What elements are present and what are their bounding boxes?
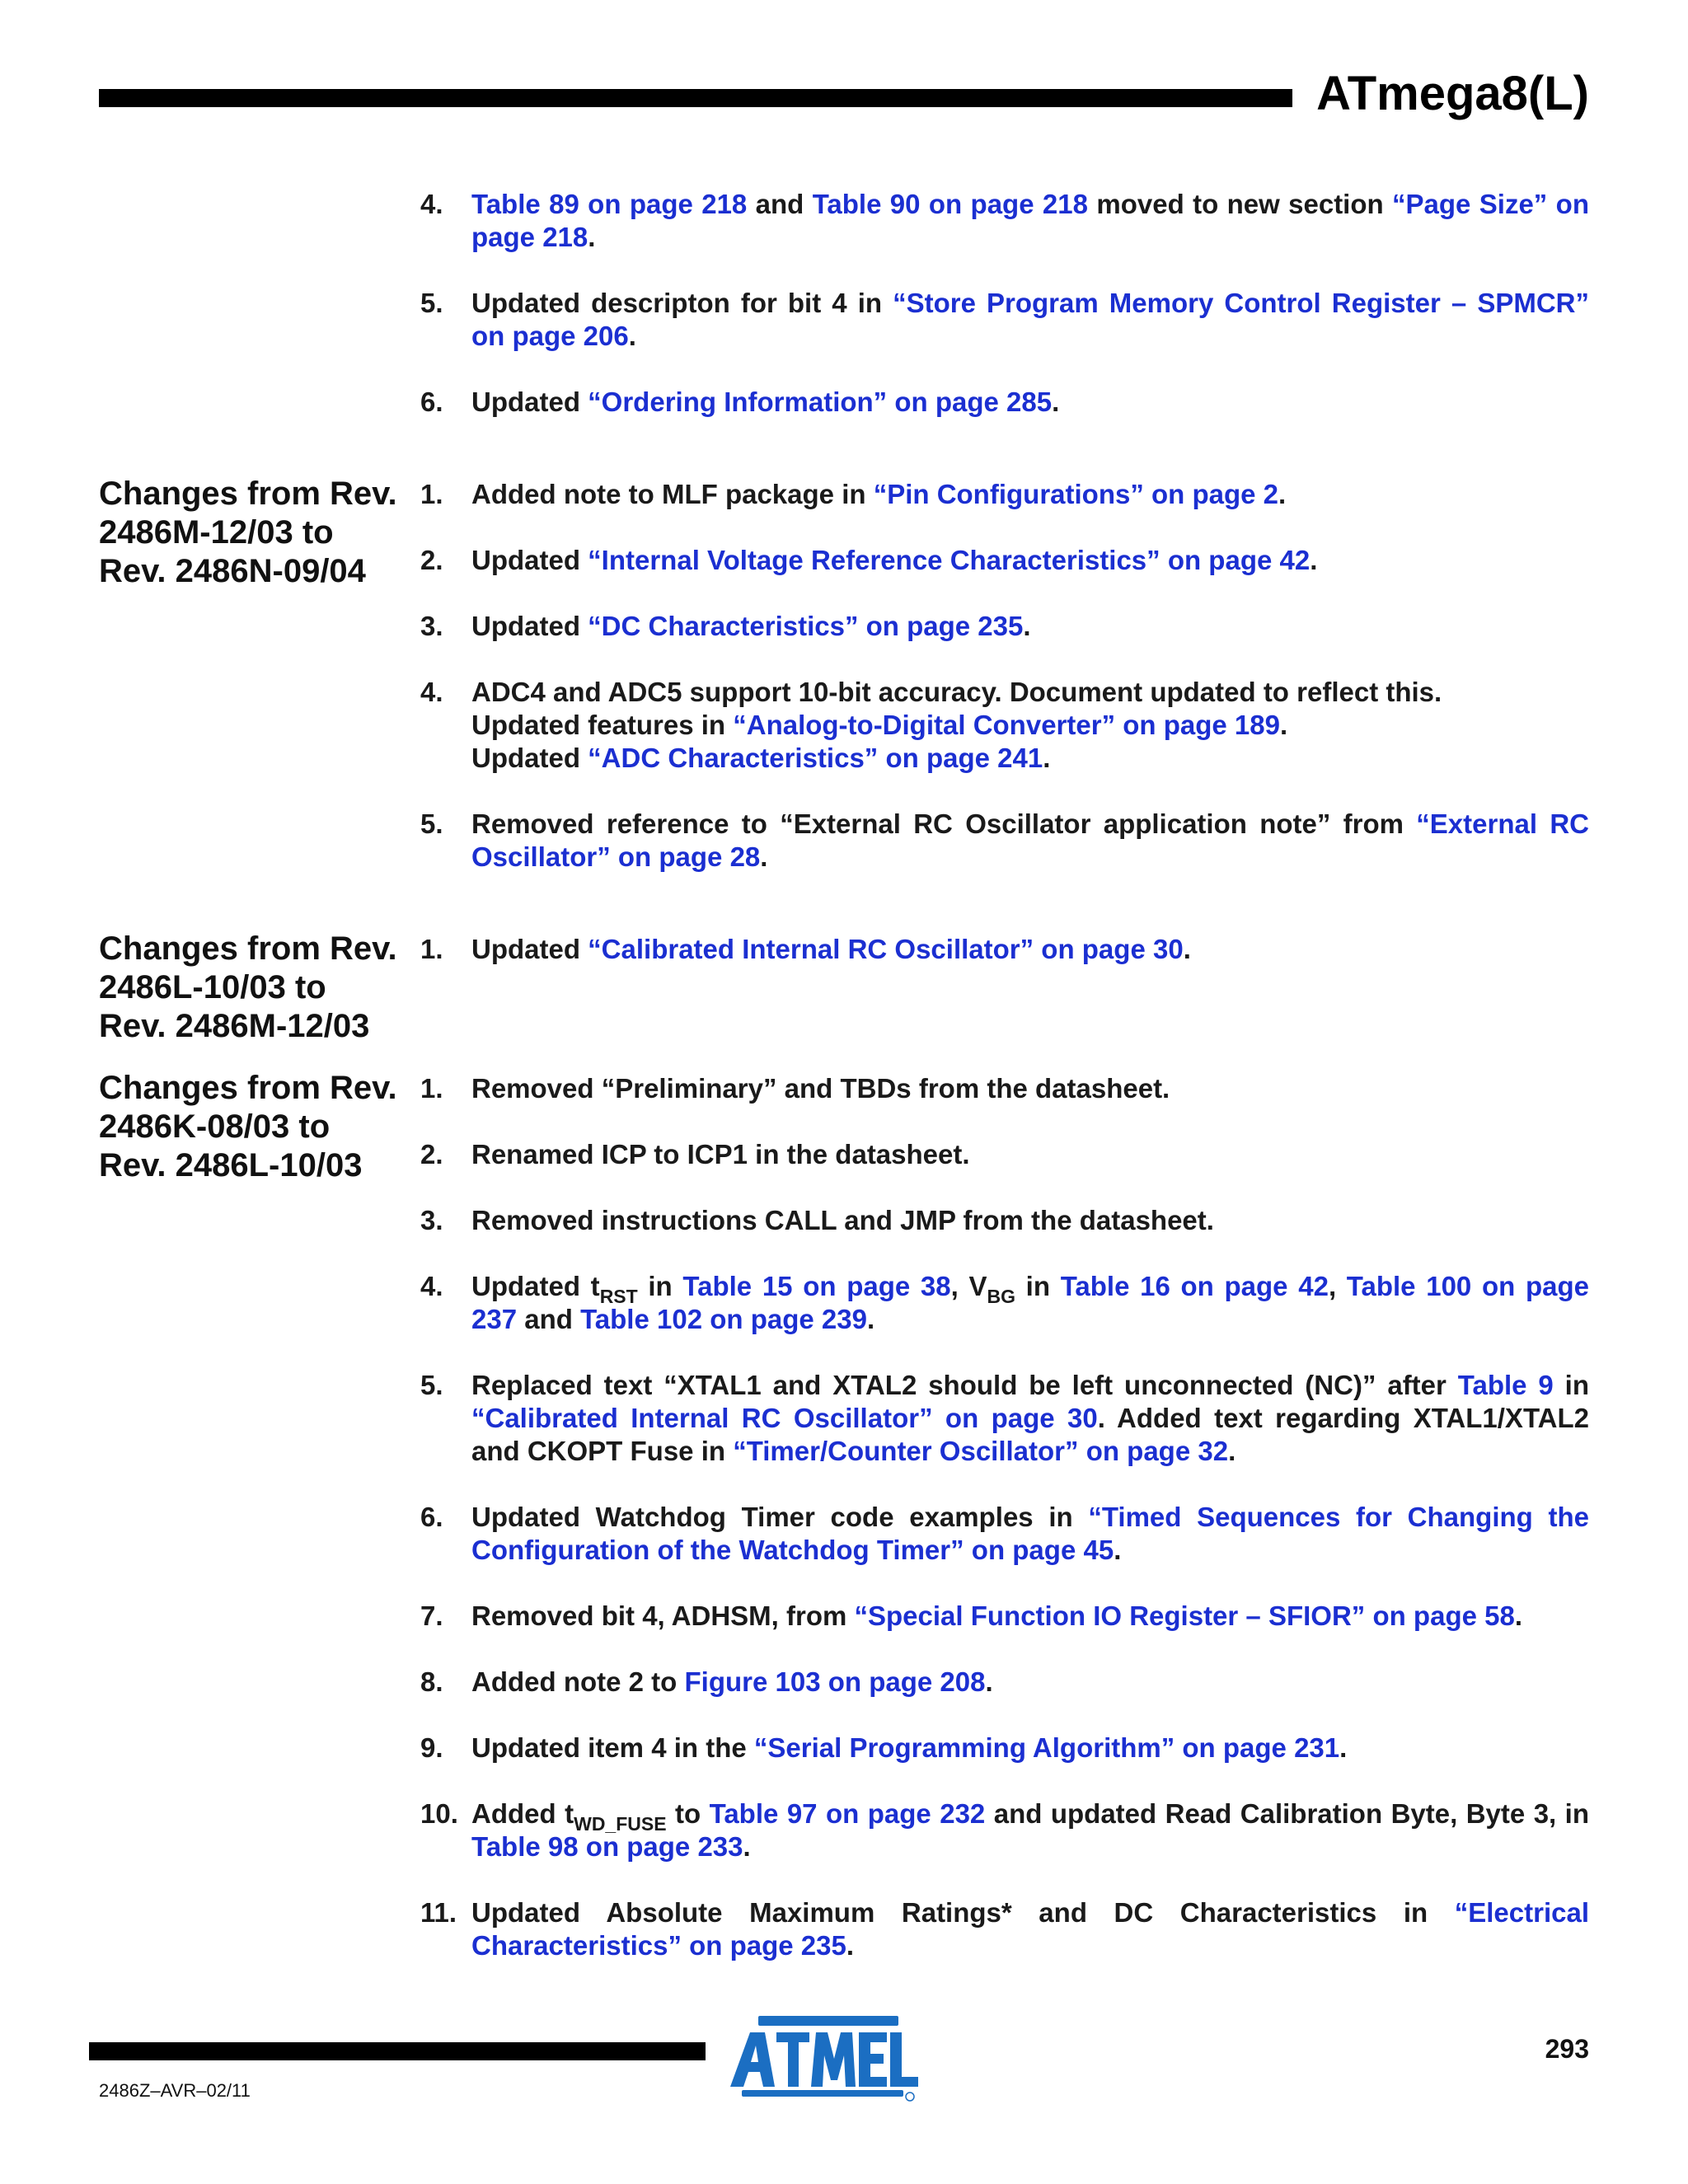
text-run: .	[1228, 1436, 1236, 1466]
revision-section	[99, 478, 1589, 907]
subscript: BG	[987, 1286, 1015, 1307]
text-run: moved to new section	[1088, 189, 1393, 219]
text-run: Removed “Preliminary” and TBDs from the datasheet.	[471, 1073, 1170, 1104]
section-heading	[99, 930, 420, 1046]
revision-section	[99, 1072, 1589, 1995]
cross-reference-link[interactable]: “ADC Characteristics” on page 241	[588, 743, 1043, 773]
text-run: .	[1023, 611, 1031, 641]
list-item-number: 3.	[420, 1205, 443, 1235]
list-item-number: 7.	[420, 1601, 443, 1631]
text-run: Replaced text “XTAL1 and XTAL2 should be left unconnected (NC)” after	[471, 1370, 1458, 1400]
text-run: and	[747, 189, 813, 219]
text-run: Updated	[471, 934, 588, 964]
text-run: Removed bit 4, ADHSM, from	[471, 1601, 855, 1631]
cross-reference-link[interactable]: Table 89 on page 218	[471, 189, 748, 219]
list-item-text	[471, 1072, 1589, 1105]
cross-reference-link[interactable]: Figure 103 on page 208	[684, 1666, 986, 1697]
list-item-text	[471, 1896, 1589, 1962]
text-run: .	[1339, 1732, 1348, 1763]
text-run: Updated descripton for bit 4 in	[471, 288, 893, 318]
list-item	[420, 610, 1589, 643]
subscript: WD_FUSE	[574, 1813, 667, 1835]
list-item-text	[471, 386, 1589, 419]
cross-reference-link[interactable]: “Analog-to-Digital Converter” on page 189	[733, 710, 1280, 740]
text-run: Updated Absolute Maximum Ratings* and DC Characteristics in	[471, 1897, 1455, 1928]
document-code: 2486Z–AVR–02/11	[99, 2080, 251, 2101]
list-item-number: 11.	[420, 1897, 457, 1928]
list-item-text	[471, 1797, 1589, 1863]
text-run: and updated Read Calibration Byte, Byte 3, in	[985, 1798, 1589, 1829]
text-run: .	[846, 1930, 855, 1961]
list-item-text	[471, 1501, 1589, 1567]
list-item-text	[471, 1270, 1589, 1336]
text-run: to	[666, 1798, 710, 1829]
list-item	[420, 1600, 1589, 1633]
list-item-text	[471, 1666, 1589, 1699]
list-item-number: 2.	[420, 1139, 443, 1169]
list-item	[420, 808, 1589, 874]
text-run: .	[1514, 1601, 1523, 1631]
list-item-number: 6.	[420, 387, 443, 417]
text-run: .	[866, 1304, 875, 1334]
text-run: Updated features in	[471, 710, 734, 740]
section-heading-line: 2486L-10/03 to	[99, 969, 326, 1005]
cross-reference-link[interactable]: Table 16 on page 42	[1060, 1271, 1329, 1301]
list-item-text	[471, 933, 1589, 966]
cross-reference-link[interactable]: Table 9	[1457, 1370, 1554, 1400]
cross-reference-link[interactable]: Table 90 on page 218	[812, 189, 1088, 219]
list-item-text	[471, 1138, 1589, 1171]
revision-section	[99, 188, 1589, 452]
list-item-number: 1.	[420, 934, 443, 964]
list-item-text	[471, 1600, 1589, 1633]
document-title: ATmega8(L)	[1316, 67, 1589, 120]
list-item-number: 4.	[420, 189, 443, 219]
cross-reference-link[interactable]: Table 102 on page 239	[580, 1304, 867, 1334]
cross-reference-link[interactable]: Table 100 on page 237	[471, 1271, 1589, 1334]
text-run: Updated item 4 in the	[471, 1732, 754, 1763]
cross-reference-link[interactable]: “Calibrated Internal RC Oscillator” on page 30	[588, 934, 1184, 964]
section-heading-line: Rev. 2486L-10/03	[99, 1147, 363, 1183]
list-item-number: 5.	[420, 808, 443, 839]
text-run: Added note to MLF package in	[471, 479, 874, 509]
text-run: ,	[1328, 1271, 1347, 1301]
text-run: .	[1310, 545, 1318, 575]
page-number: 293	[1545, 2034, 1589, 2064]
text-run: .	[743, 1831, 751, 1862]
text-run: Added note 2 to	[471, 1666, 685, 1697]
text-run: .	[985, 1666, 993, 1697]
section-heading-line: Changes from Rev.	[99, 1070, 397, 1106]
cross-reference-link[interactable]: “DC Characteristics” on page 235	[588, 611, 1024, 641]
section-heading-line: 2486K-08/03 to	[99, 1108, 331, 1145]
list-item-number: 2.	[420, 545, 443, 575]
list-item-number: 4.	[420, 677, 443, 707]
list-item	[420, 386, 1589, 419]
list-item-text	[471, 1369, 1589, 1468]
text-run: ADC4 and ADC5 support 10-bit accuracy. Document updated to reflect this.	[471, 677, 1442, 707]
text-run: .	[1183, 934, 1191, 964]
cross-reference-link[interactable]: Table 97 on page 232	[709, 1798, 986, 1829]
text-run: Updated t	[471, 1271, 600, 1301]
list-item	[420, 1138, 1589, 1171]
atmel-logo-graphic	[725, 2011, 923, 2102]
list-item-text	[471, 1732, 1589, 1765]
list-item	[420, 1270, 1589, 1336]
text-run: Updated	[471, 611, 588, 641]
list-item	[420, 188, 1589, 254]
list-item-number: 8.	[420, 1666, 443, 1697]
list-item	[420, 1666, 1589, 1699]
cross-reference-link[interactable]: “External RC Oscillator” on page 28	[471, 808, 1589, 872]
list-item-text	[471, 544, 1589, 577]
header-rule	[99, 89, 1292, 107]
list-item	[420, 1072, 1589, 1105]
list-item-number: 5.	[420, 288, 443, 318]
list-item-text	[471, 676, 1589, 775]
text-run: Added t	[471, 1798, 574, 1829]
text-run: Updated	[471, 387, 588, 417]
text-run: Updated	[471, 743, 588, 773]
list-item	[420, 1732, 1589, 1765]
list-item	[420, 287, 1589, 353]
subscript: RST	[599, 1286, 638, 1307]
list-item-text	[471, 1204, 1589, 1237]
text-run: Updated Watchdog Timer code examples in	[471, 1502, 1089, 1532]
text-run: .	[1043, 743, 1051, 773]
list-item-text	[471, 478, 1589, 511]
list-item-number: 5.	[420, 1370, 443, 1400]
list-item-number: 3.	[420, 611, 443, 641]
section-heading	[99, 1069, 420, 1995]
cross-reference-link[interactable]: “Page Size” on page 218	[471, 189, 1589, 252]
cross-reference-link[interactable]: “Internal Voltage Reference Characteristics” on page 42	[588, 545, 1311, 575]
text-run: .	[588, 222, 596, 252]
section-heading	[99, 475, 420, 907]
text-run: Renamed ICP to ICP1 in the datasheet.	[471, 1139, 970, 1169]
cross-reference-link[interactable]: “Ordering Information” on page 285	[588, 387, 1053, 417]
cross-reference-link[interactable]: “Serial Programming Algorithm” on page 231	[753, 1732, 1340, 1763]
list-item-number: 1.	[420, 1073, 443, 1104]
cross-reference-link[interactable]: Table 98 on page 233	[471, 1831, 743, 1862]
revision-history	[99, 188, 1589, 2022]
footer-rule	[89, 2042, 706, 2060]
text-run: .	[1278, 479, 1287, 509]
text-run: in	[637, 1271, 683, 1301]
list-item	[420, 544, 1589, 577]
list-item-number: 6.	[420, 1502, 443, 1532]
list-item	[420, 1501, 1589, 1567]
cross-reference-link[interactable]: “Timed Sequences for Changing the Configuration of the Watchdog Timer” on page 45	[471, 1502, 1589, 1565]
list-item-text	[471, 808, 1589, 874]
text-run: in	[1553, 1370, 1589, 1400]
list-item	[420, 1797, 1589, 1863]
text-run: Removed reference to “External RC Oscillator application note” from	[471, 808, 1417, 839]
list-item	[420, 1896, 1589, 1962]
section-heading-line: Changes from Rev.	[99, 476, 397, 512]
text-run: Updated	[471, 545, 588, 575]
text-run: .	[1279, 710, 1288, 740]
list-item-number: 4.	[420, 1271, 443, 1301]
cross-reference-link[interactable]: “Calibrated Internal RC Oscillator” on page 30	[471, 1403, 1098, 1433]
cross-reference-link[interactable]: Table 15 on page 38	[682, 1271, 951, 1301]
text-run: . Added text regarding XTAL1/XTAL2 and CKOPT Fuse in	[471, 1403, 1589, 1466]
text-run: .	[628, 321, 636, 351]
text-run: in	[1015, 1271, 1061, 1301]
list-item-text	[471, 610, 1589, 643]
list-item	[420, 1204, 1589, 1237]
section-heading-line: Rev. 2486N-09/04	[99, 553, 366, 589]
list-item-text	[471, 287, 1589, 353]
list-item	[420, 676, 1589, 775]
section-heading	[99, 185, 420, 452]
cross-reference-link[interactable]: “Electrical Characteristics” on page 235	[471, 1897, 1589, 1961]
text-run: .	[1052, 387, 1060, 417]
text-run: Removed instructions CALL and JMP from the datasheet.	[471, 1205, 1214, 1235]
cross-reference-link[interactable]: “Pin Configurations” on page 2	[873, 479, 1279, 509]
section-heading-line: Rev. 2486M-12/03	[99, 1008, 370, 1044]
cross-reference-link[interactable]: “Store Program Memory Control Register – SPMCR” on page 206	[471, 288, 1589, 351]
list-item-number: 1.	[420, 479, 443, 509]
text-run: , V	[950, 1271, 987, 1301]
section-heading-line: Changes from Rev.	[99, 930, 397, 967]
text-run: .	[760, 841, 768, 872]
list-item	[420, 933, 1589, 966]
list-item-text	[471, 188, 1589, 254]
revision-section	[99, 930, 1589, 1046]
list-item-number: 9.	[420, 1732, 443, 1763]
text-run: .	[1114, 1535, 1122, 1565]
text-run: and	[517, 1304, 581, 1334]
cross-reference-link[interactable]: “Timer/Counter Oscillator” on page 32	[733, 1436, 1229, 1466]
atmel-logo	[725, 2011, 923, 2106]
section-heading-line: 2486M-12/03 to	[99, 514, 334, 551]
cross-reference-link[interactable]: “Special Function IO Register – SFIOR” on page 58	[854, 1601, 1515, 1631]
list-item	[420, 478, 1589, 511]
list-item-number: 10.	[420, 1798, 458, 1829]
list-item	[420, 1369, 1589, 1468]
